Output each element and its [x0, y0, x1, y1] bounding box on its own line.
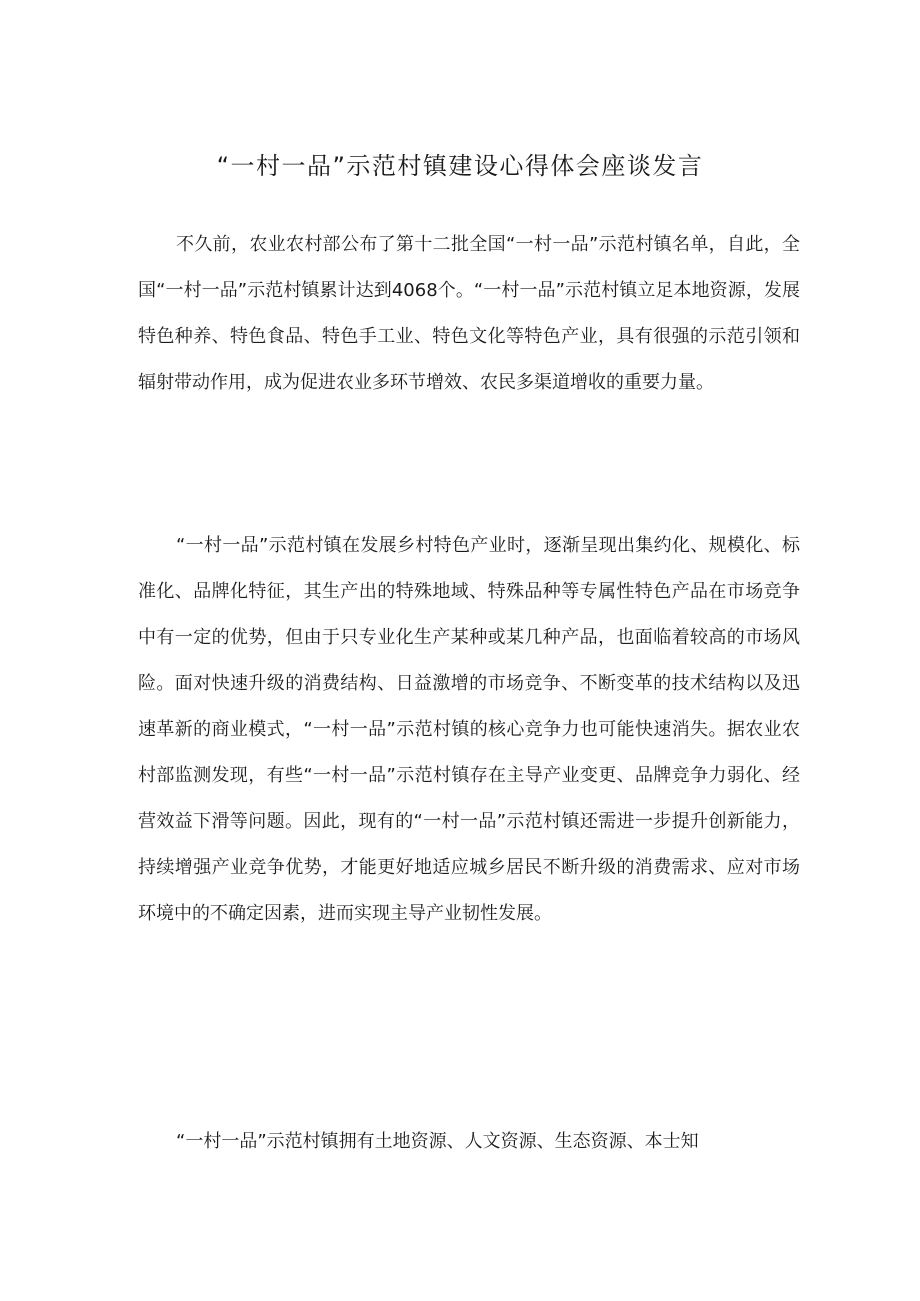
body-paragraph-2: “一村一品”示范村镇在发展乡村特色产业时，逐渐呈现出集约化、规模化、标准化、品牌化特征，其生产出的特殊地域、特殊品种等专属性特色产品在市场竞争中有一定的优势，但由于只专业化生产某种或某几种产品，也面临着较高的市场风险。面对快速升级的消费结构、日益激增的市场竞争、不断变革的技术结构以及迅速革新的商业模式，“一村一品”示范村镇的核心竞争力也可能快速消失。据农业农村部监测发现，有些“一村一品”示范村镇存在主导产业变更、品牌竞争力弱化、经营效益下滑等问题。因此，现有的“一村一品”示范村镇还需进一步提升创新能力，持续增强产业竞争优势，才能更好地适应城乡居民不断升级的消费需求、应对市场环境中的不确定因素，进而实现主导产业韧性发展。	[138, 535, 800, 924]
body-paragraph-1: 不久前，农业农村部公布了第十二批全国“一村一品”示范村镇名单，自此，全国“一村一品”示范村镇累计达到4068个。“一村一品”示范村镇立足本地资源，发展特色种养、特色食品、特色手工业、特色文化等特色产业，具有很强的示范引领和辐射带动作用，成为促进农业多环节增效、农民多渠道增收的重要力量。	[138, 234, 800, 393]
document-title: “一村一品”示范村镇建设心得体会座谈发言	[216, 152, 704, 180]
body-paragraph-3: “一村一品”示范村镇拥有土地资源、人文资源、生态资源、本士知	[176, 1131, 699, 1152]
